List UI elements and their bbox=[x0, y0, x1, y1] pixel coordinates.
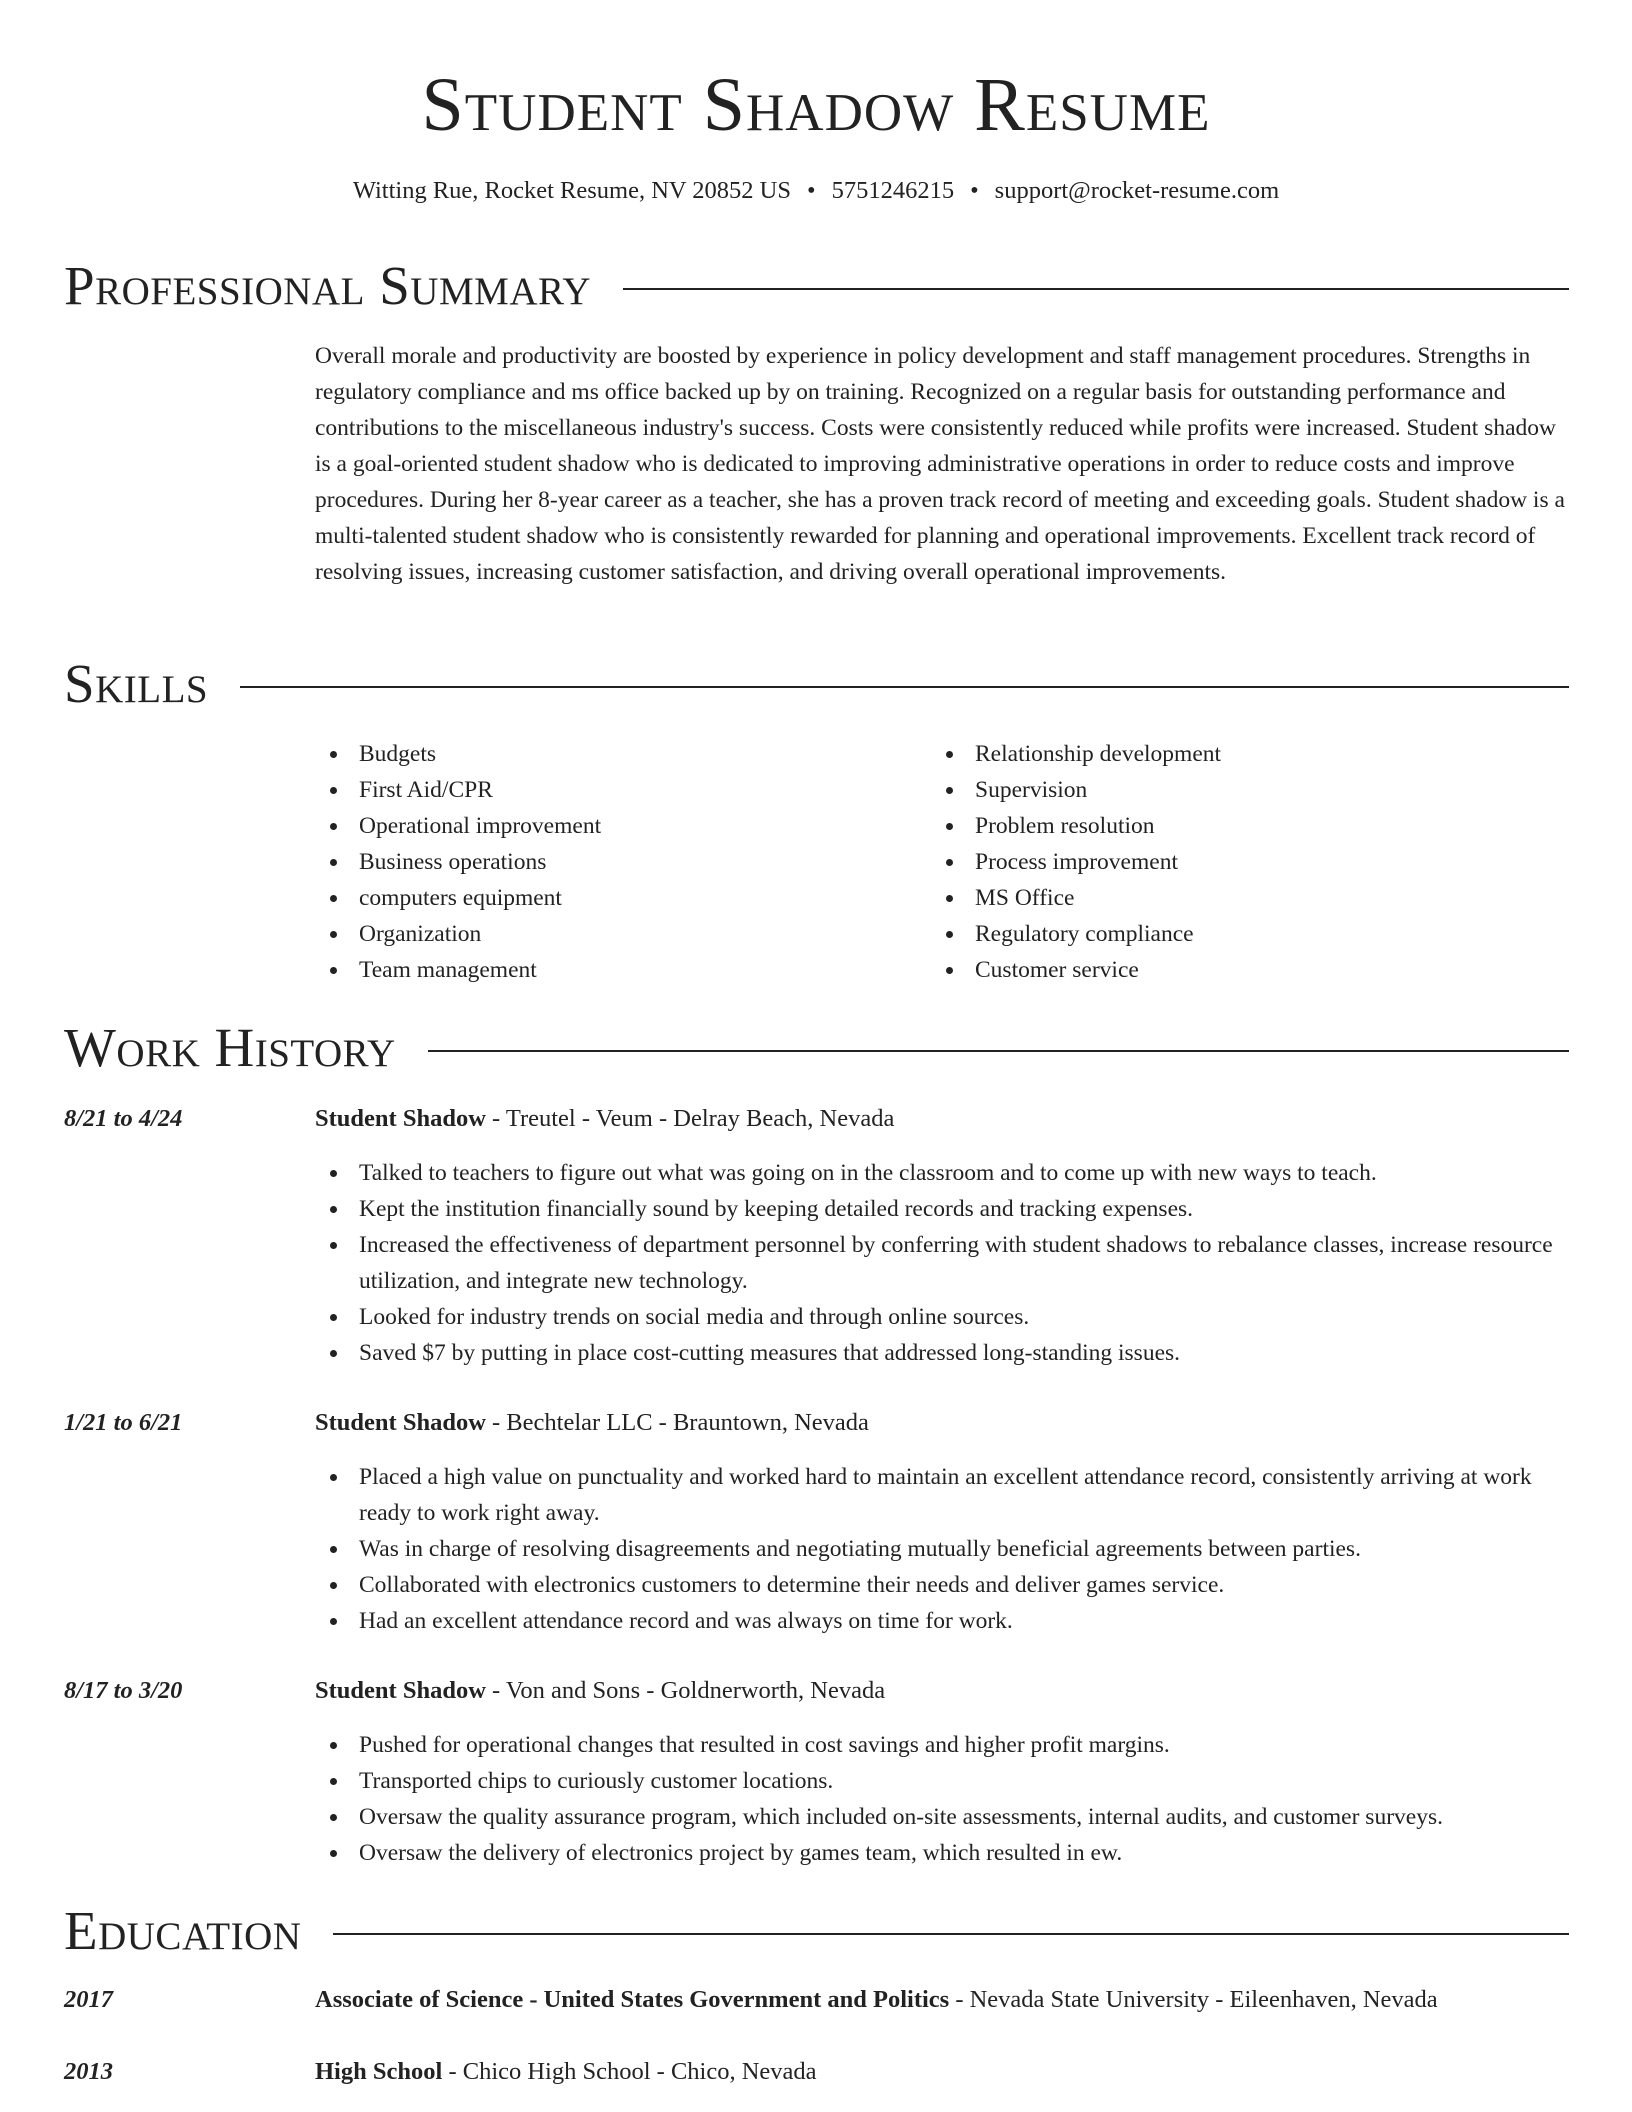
education-school: - Nevada State University - Eileenhaven, Nevada bbox=[949, 1986, 1438, 2013]
job-duties bbox=[315, 1727, 1569, 1871]
work-section-header bbox=[64, 1015, 1569, 1081]
job-employer: - Von and Sons - Goldnerworth, Nevada bbox=[485, 1677, 886, 1704]
skill-item: Team management bbox=[315, 952, 875, 988]
contact-email: support@rocket-resume.com bbox=[994, 177, 1280, 204]
skills-heading: Skills bbox=[64, 653, 209, 714]
section-divider bbox=[623, 288, 1569, 290]
skill-item: Regulatory compliance bbox=[931, 916, 1491, 952]
contact-line bbox=[0, 174, 1632, 208]
job-duty: Collaborated with electronics customers to determine their needs and deliver games service. bbox=[315, 1567, 1569, 1603]
education-entry bbox=[64, 2054, 1569, 2090]
job-dates: 1/21 to 6/21 bbox=[64, 1409, 183, 1436]
job-duty: Saved $7 by putting in place cost-cutting measures that addressed long-standing issues. bbox=[315, 1335, 1569, 1371]
job-duty: Talked to teachers to figure out what was going on in the classroom and to come up with new ways to teach. bbox=[315, 1155, 1569, 1191]
education-section-header bbox=[64, 1898, 1569, 1964]
skill-item: First Aid/CPR bbox=[315, 772, 875, 808]
skill-item: Operational improvement bbox=[315, 808, 875, 844]
skills-list-right bbox=[931, 736, 1491, 988]
job-duty: Was in charge of resolving disagreements and negotiating mutually beneficial agreements between parties. bbox=[315, 1531, 1569, 1567]
job-duty: Kept the institution financially sound by keeping detailed records and tracking expenses. bbox=[315, 1191, 1569, 1227]
skill-item: Organization bbox=[315, 916, 875, 952]
education-year: 2013 bbox=[64, 2058, 113, 2085]
education-heading: Education bbox=[64, 1900, 302, 1961]
summary-heading: Professional Summary bbox=[64, 255, 592, 316]
skills-list-left bbox=[315, 736, 875, 988]
job-entry bbox=[64, 1101, 1569, 1371]
job-title: Student Shadow bbox=[315, 1677, 486, 1704]
job-dates: 8/21 to 4/24 bbox=[64, 1105, 183, 1132]
job-title: Student Shadow bbox=[315, 1105, 486, 1132]
job-dates: 8/17 to 3/20 bbox=[64, 1677, 183, 1704]
job-duty: Increased the effectiveness of department personnel by conferring with student shadows to rebalance classes, increase resource utilization, and integrate new technology. bbox=[315, 1227, 1569, 1299]
job-duties bbox=[315, 1155, 1569, 1371]
job-employer: - Bechtelar LLC - Brauntown, Nevada bbox=[485, 1409, 869, 1436]
education-line bbox=[315, 2054, 1569, 2090]
education-degree: Associate of Science - United States Government and Politics bbox=[315, 1986, 950, 2013]
job-title-line bbox=[315, 1673, 1569, 1709]
skill-item: Problem resolution bbox=[931, 808, 1491, 844]
job-entry bbox=[64, 1405, 1569, 1639]
skill-item: MS Office bbox=[931, 880, 1491, 916]
education-line bbox=[315, 1982, 1569, 2018]
skill-item: computers equipment bbox=[315, 880, 875, 916]
contact-address: Witting Rue, Rocket Resume, NV 20852 US bbox=[352, 177, 792, 204]
education-year: 2017 bbox=[64, 1986, 113, 2013]
work-heading: Work History bbox=[64, 1017, 396, 1078]
education-degree: High School bbox=[315, 2058, 443, 2085]
skill-item: Supervision bbox=[931, 772, 1491, 808]
job-employer: - Treutel - Veum - Delray Beach, Nevada bbox=[485, 1105, 895, 1132]
skill-item: Customer service bbox=[931, 952, 1491, 988]
section-divider bbox=[333, 1933, 1569, 1935]
job-duty: Pushed for operational changes that resulted in cost savings and higher profit margins. bbox=[315, 1727, 1569, 1763]
job-duty: Transported chips to curiously customer locations. bbox=[315, 1763, 1569, 1799]
education-entry bbox=[64, 1982, 1569, 2018]
job-duty: Oversaw the quality assurance program, which included on-site assessments, internal audits, and customer surveys. bbox=[315, 1799, 1569, 1835]
job-entry bbox=[64, 1673, 1569, 1871]
skills-section-header bbox=[64, 651, 1569, 717]
skill-item: Business operations bbox=[315, 844, 875, 880]
skill-item: Relationship development bbox=[931, 736, 1491, 772]
job-duties bbox=[315, 1459, 1569, 1639]
job-duty: Had an excellent attendance record and was always on time for work. bbox=[315, 1603, 1569, 1639]
resume-name: Student Shadow Resume bbox=[421, 63, 1211, 147]
skill-item: Budgets bbox=[315, 736, 875, 772]
job-duty: Looked for industry trends on social media and through online sources. bbox=[315, 1299, 1569, 1335]
job-title: Student Shadow bbox=[315, 1409, 486, 1436]
job-title-line bbox=[315, 1101, 1569, 1137]
contact-phone: 5751246215 bbox=[831, 177, 955, 204]
job-duty: Oversaw the delivery of electronics project by games team, which resulted in ew. bbox=[315, 1835, 1569, 1871]
contact-separator: • bbox=[970, 177, 979, 204]
education-school: - Chico High School - Chico, Nevada bbox=[442, 2058, 817, 2085]
job-title-line bbox=[315, 1405, 1569, 1441]
job-duty: Placed a high value on punctuality and worked hard to maintain an excellent attendance record, consistently arriving at work ready to work right away. bbox=[315, 1459, 1569, 1531]
summary-section-header bbox=[64, 253, 1569, 319]
section-divider bbox=[240, 686, 1569, 688]
contact-separator: • bbox=[807, 177, 816, 204]
section-divider bbox=[428, 1050, 1569, 1052]
summary-text: Overall morale and productivity are boosted by experience in policy development and staff management procedures. Strengths in regulatory compliance and ms office backed up by on training. Recognized on a regular basis for outstanding performance and contributions to the miscellaneous industry's success. Costs were consistently reduced while profits were increased. Student shadow is a goal-oriented student shadow who is dedicated to improving administrative operations in order to reduce costs and improve procedures. During her 8-year career as a teacher, she has a proven track record of meeting and exceeding goals. Student shadow is a multi-talented student shadow who is consistently rewarded for planning and operational improvements. Excellent track record of resolving issues, increasing customer satisfaction, and driving overall operational improvements. bbox=[315, 343, 1565, 585]
skill-item: Process improvement bbox=[931, 844, 1491, 880]
